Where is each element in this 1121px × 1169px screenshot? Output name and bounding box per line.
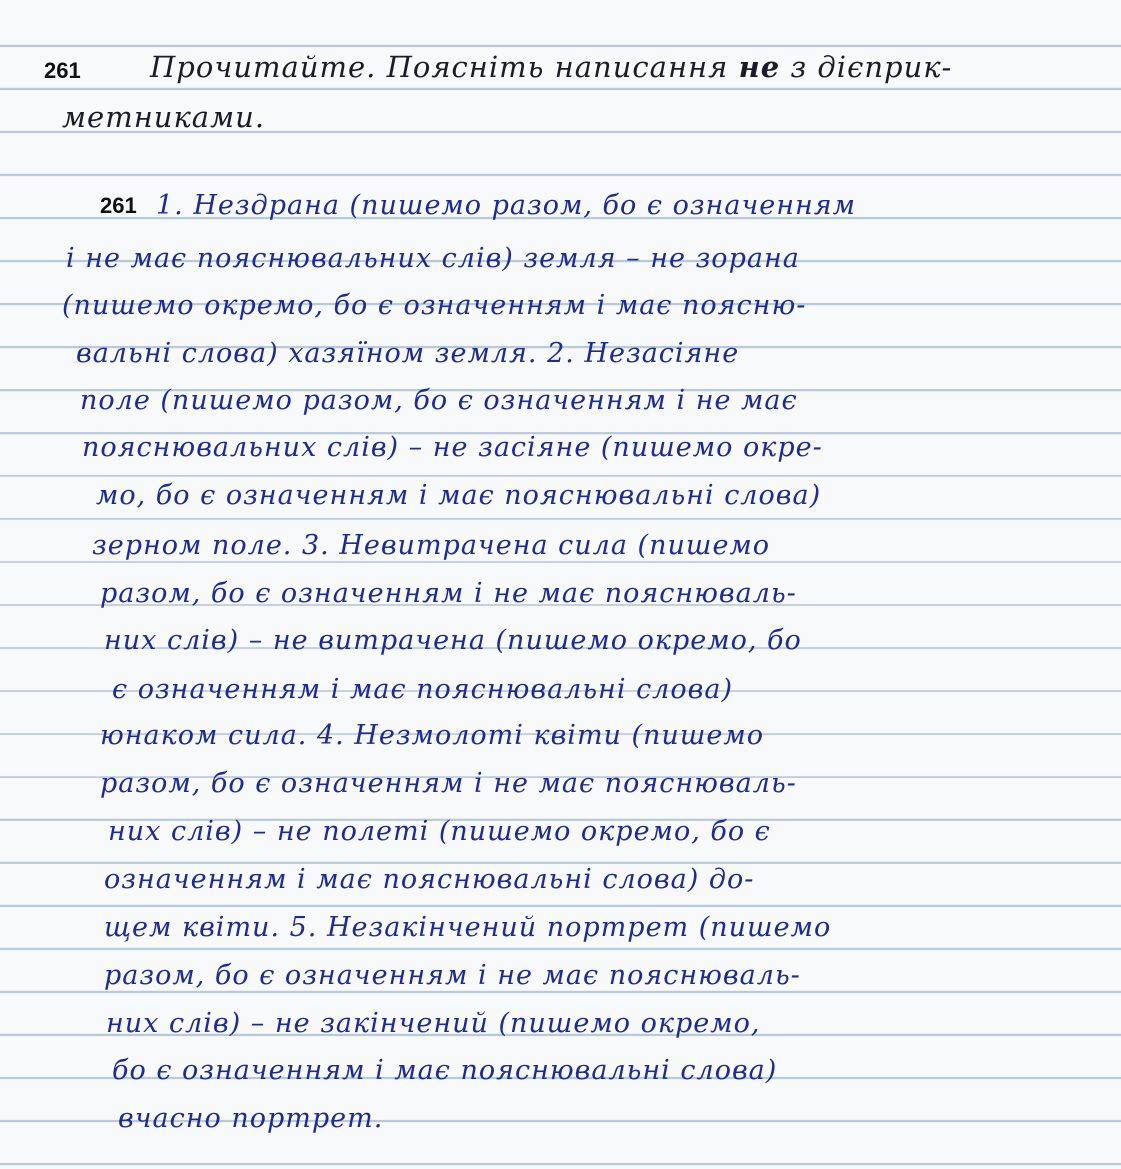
answer-line: зерном поле. 3. Невитрачена сила (пишемо [92,530,771,561]
answer-line: мо, бо є означенням і має пояснювальні слова) [96,480,822,511]
answer-line: разом, бо є означенням і не має пояснюваль- [104,960,801,991]
answer-line: вальні слова) хазяїном земля. 2. Незасіяне [76,338,740,369]
task-text-line-1 [150,50,952,84]
task-text-line-2 [62,100,265,134]
answer-line: них слів) – не витрачена (пишемо окремо, бо [104,625,802,656]
task-text-part: з дієприк- [780,50,953,84]
answer-line: поле (пишемо разом, бо є означенням і не має [80,385,798,416]
answer-line: них слів) – не полеті (пишемо окремо, бо є [108,816,771,847]
answer-line: бо є означенням і має пояснювальні слова) [112,1055,778,1086]
task-text-part: метниками. [62,100,266,134]
task-text-part: Прочитайте. Поясніть написання [150,50,739,84]
answer-line: вчасно портрет. [118,1103,384,1134]
task-text-emphasis: не [738,50,781,84]
answer-line: і не має пояснювальних слів) земля – не зорана [66,243,800,274]
answer-line: (пишемо окремо, бо є означенням і має поясню- [62,290,807,321]
answer-line: них слів) – не закінчений (пишемо окремо, [106,1008,761,1039]
answer-line: щем квіти. 5. Незакінчений портрет (пишемо [104,912,832,943]
answer-line: пояснювальних слів) – не засіяне (пишемо окре- [82,432,823,463]
answer-line: разом, бо є означенням і не має пояснюваль- [100,768,797,799]
answer-number: 261 [100,193,137,218]
answer-line: юнаком сила. 4. Незмолоті квіти (пишемо [100,720,765,751]
answer-line: є означенням і має пояснювальні слова) [112,674,733,705]
answer-line: разом, бо є означенням і не має пояснюваль- [100,578,797,609]
answer-line: 1. Нездрана (пишемо разом, бо є означенням [156,190,857,221]
task-number: 261 [44,58,81,83]
answer-line: означенням і має пояснювальні слова) до- [104,864,755,895]
